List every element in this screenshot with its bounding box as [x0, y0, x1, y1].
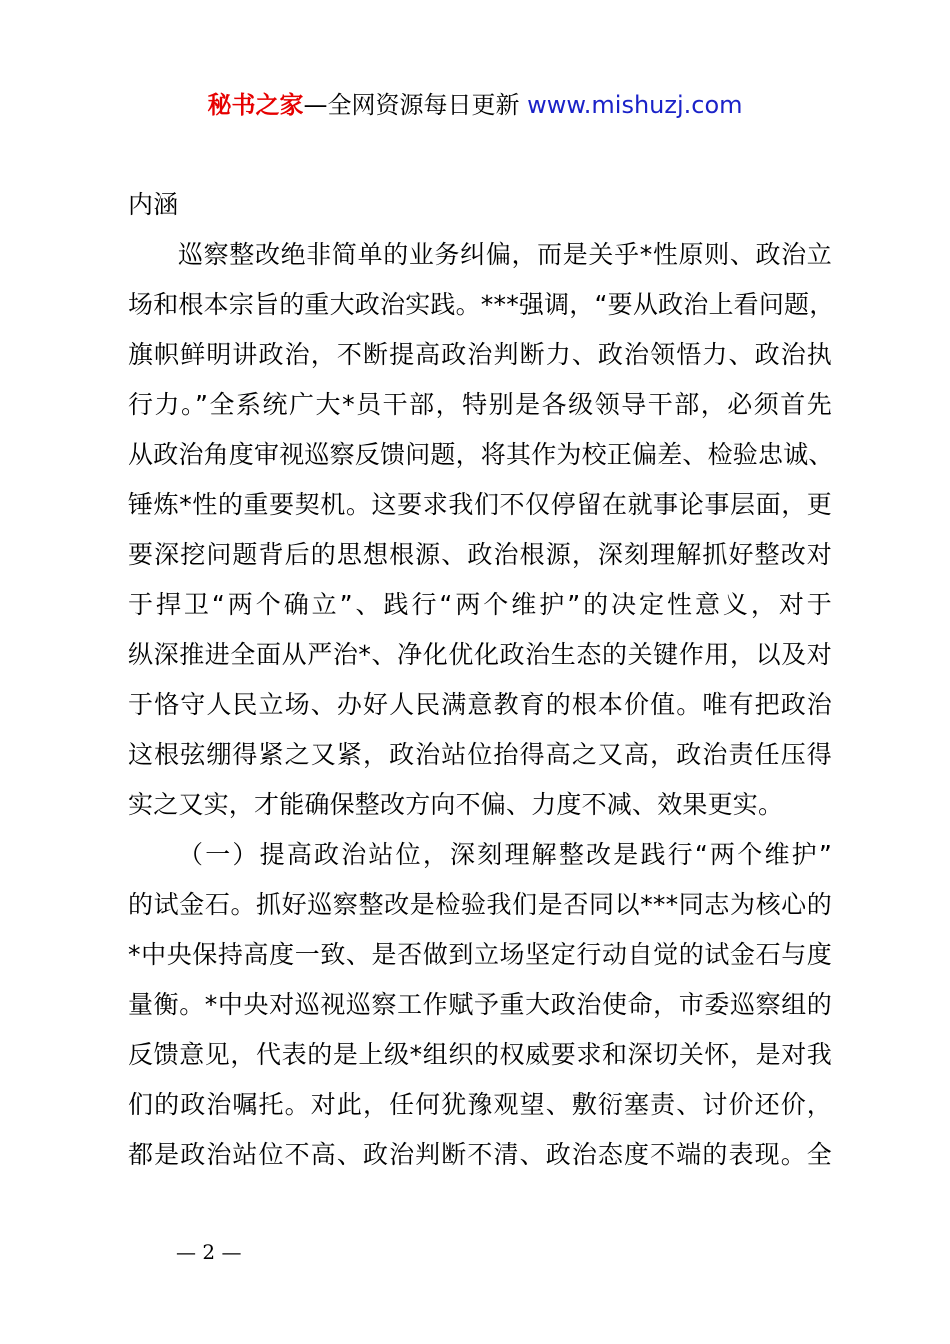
- paragraph-first-line: 巡察整改绝非简单的业务纠偏，而是关乎*性原则、政治立: [178, 240, 832, 269]
- text-line: 反馈意见，代表的是上级*组织的权威要求和深切关怀，是对我: [128, 1040, 832, 1069]
- site-url-link[interactable]: www.mishuzj.com: [527, 91, 743, 119]
- section-heading-line: （一）提高政治站位，深刻理解整改是践行“两个维护”: [178, 840, 832, 869]
- site-header: [0, 88, 950, 122]
- text-line: 旗帜鲜明讲政治，不断提高政治判断力、政治领悟力、政治执: [128, 340, 832, 369]
- header-tagline: —全网资源每日更新: [303, 91, 528, 119]
- brand-name: 秘书之家: [207, 91, 304, 119]
- text-line: 要深挖问题背后的思想根源、政治根源，深刻理解抓好整改对: [128, 540, 832, 569]
- text-line: 量衡。*中央对巡视巡察工作赋予重大政治使命，市委巡察组的: [128, 990, 832, 1019]
- text-line: 从政治角度审视巡察反馈问题，将其作为校正偏差、检验忠诚、: [128, 440, 834, 469]
- text-line: 行力。”全系统广大*员干部，特别是各级领导干部，必须首先: [128, 390, 832, 419]
- text-line: *中央保持高度一致、是否做到立场坚定行动自觉的试金石与度: [128, 940, 832, 969]
- paragraph-last-line: 实之又实，才能确保整改方向不偏、力度不减、效果更实。: [128, 790, 784, 819]
- text-line: 内涵: [128, 190, 179, 219]
- text-line: 锤炼*性的重要契机。这要求我们不仅停留在就事论事层面，更: [128, 490, 832, 519]
- document-body: [128, 180, 835, 1180]
- text-line: 纵深推进全面从严治*、净化优化政治生态的关键作用，以及对: [128, 640, 832, 669]
- text-line: 于捍卫“两个确立”、践行“两个维护”的决定性意义，对于: [128, 590, 832, 619]
- text-line: 都是政治站位不高、政治判断不清、政治态度不端的表现。全: [128, 1140, 832, 1169]
- text-line: 的试金石。抓好巡察整改是检验我们是否同以***同志为核心的: [128, 890, 832, 919]
- text-line: 场和根本宗旨的重大政治实践。***强调，“要从政治上看问题，: [128, 290, 835, 319]
- page-number: — 2 —: [176, 1240, 242, 1264]
- text-line: 们的政治嘱托。对此，任何犹豫观望、敷衍塞责、讨价还价，: [128, 1090, 832, 1119]
- text-line: 这根弦绷得紧之又紧，政治站位抬得高之又高，政治责任压得: [128, 740, 832, 769]
- text-line: 于恪守人民立场、办好人民满意教育的根本价值。唯有把政治: [128, 690, 832, 719]
